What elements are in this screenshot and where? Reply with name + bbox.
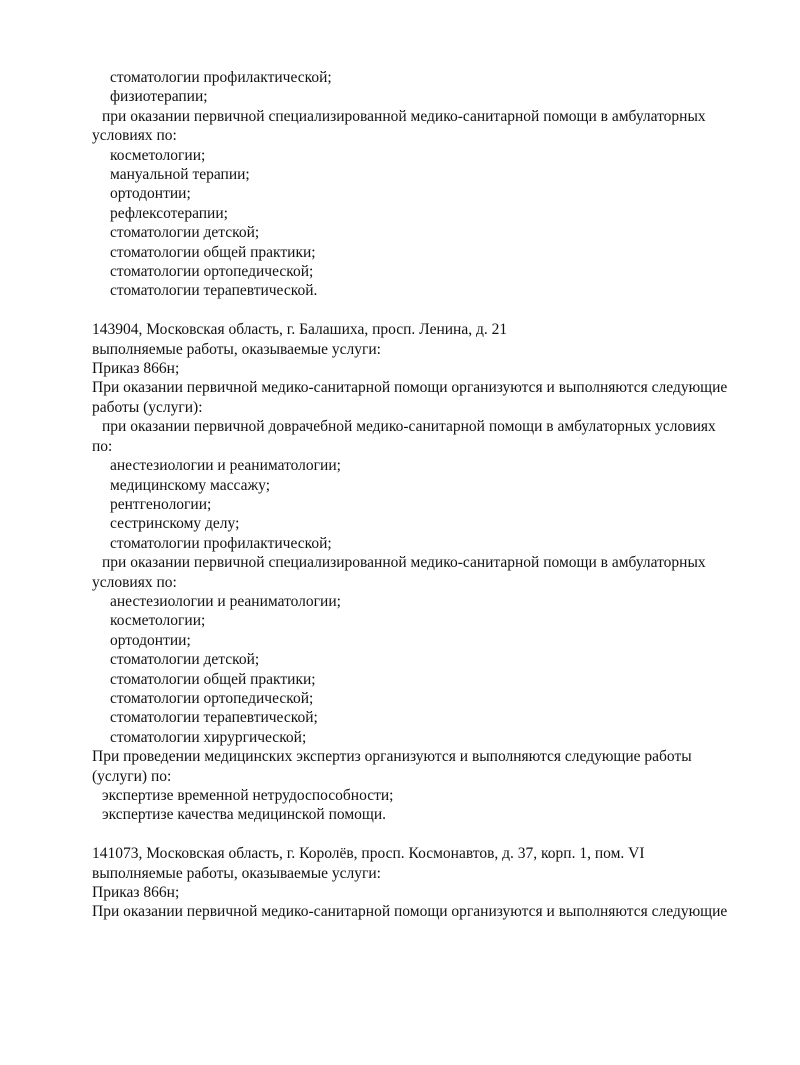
text-line: условиях по: bbox=[92, 573, 177, 591]
text-line: При проведении медицинских экспертиз организуются и выполняются следующие работы bbox=[92, 748, 692, 766]
document-section bbox=[92, 68, 760, 301]
text-line: анестезиологии и реаниматологии; bbox=[110, 457, 341, 475]
text-line: ортодонтии; bbox=[110, 631, 191, 649]
text-line: выполняемые работы, оказываемые услуги: bbox=[92, 864, 381, 882]
text-line: условиях по: bbox=[92, 127, 177, 145]
text-line: ортодонтии; bbox=[110, 185, 191, 203]
text-line: работы (услуги): bbox=[92, 398, 203, 416]
text-line: мануальной терапии; bbox=[110, 166, 250, 184]
document-section bbox=[92, 320, 760, 825]
text-line: Приказ 866н; bbox=[92, 884, 180, 902]
text-line: стоматологии ортопедической; bbox=[110, 263, 314, 281]
text-line: косметологии; bbox=[110, 146, 206, 164]
text-line: 141073, Московская область, г. Королёв, просп. Космонавтов, д. 37, корп. 1, пом. VI bbox=[92, 845, 645, 863]
text-line: Приказ 866н; bbox=[92, 360, 180, 378]
document-section bbox=[92, 844, 760, 922]
text-line: (услуги) по: bbox=[92, 767, 172, 785]
text-line: при оказании первичной специализированной медико-санитарной помощи в амбулаторных bbox=[102, 554, 706, 572]
text-line: 143904, Московская область, г. Балашиха, просп. Ленина, д. 21 bbox=[92, 321, 508, 339]
text-line: стоматологии профилактической; bbox=[110, 534, 332, 552]
text-line: стоматологии детской; bbox=[110, 651, 260, 669]
text-line: анестезиологии и реаниматологии; bbox=[110, 592, 341, 610]
text-line: стоматологии терапевтической. bbox=[110, 282, 318, 300]
text-line: при оказании первичной специализированной медико-санитарной помощи в амбулаторных bbox=[102, 107, 706, 125]
text-line: стоматологии детской; bbox=[110, 224, 260, 242]
text-line: при оказании первичной доврачебной медико-санитарной помощи в амбулаторных условиях bbox=[102, 418, 716, 436]
text-line: экспертизе качества медицинской помощи. bbox=[102, 806, 386, 824]
text-line: стоматологии ортопедической; bbox=[110, 689, 314, 707]
text-line: При оказании первичной медико-санитарной помощи организуются и выполняются следующие bbox=[92, 379, 728, 397]
text-line: стоматологии хирургической; bbox=[110, 728, 307, 746]
text-line: физиотерапии; bbox=[110, 88, 208, 106]
paragraph-gap bbox=[92, 825, 760, 844]
text-line: стоматологии общей практики; bbox=[110, 670, 316, 688]
text-line: стоматологии профилактической; bbox=[110, 69, 332, 86]
paragraph-gap bbox=[92, 301, 760, 320]
text-line: по: bbox=[92, 437, 113, 455]
text-line: рентгенологии; bbox=[110, 495, 212, 513]
text-line: рефлексотерапии; bbox=[110, 204, 228, 222]
text-line: косметологии; bbox=[110, 612, 206, 630]
text-line: стоматологии терапевтической; bbox=[110, 709, 318, 727]
text-line: медицинскому массажу; bbox=[110, 476, 271, 494]
text-line: При оказании первичной медико-санитарной помощи организуются и выполняются следующие bbox=[92, 903, 728, 921]
text-line: сестринскому делу; bbox=[110, 515, 240, 533]
text-line: выполняемые работы, оказываемые услуги: bbox=[92, 340, 381, 358]
text-line: экспертизе временной нетрудоспособности; bbox=[102, 787, 394, 805]
text-line: стоматологии общей практики; bbox=[110, 243, 316, 261]
